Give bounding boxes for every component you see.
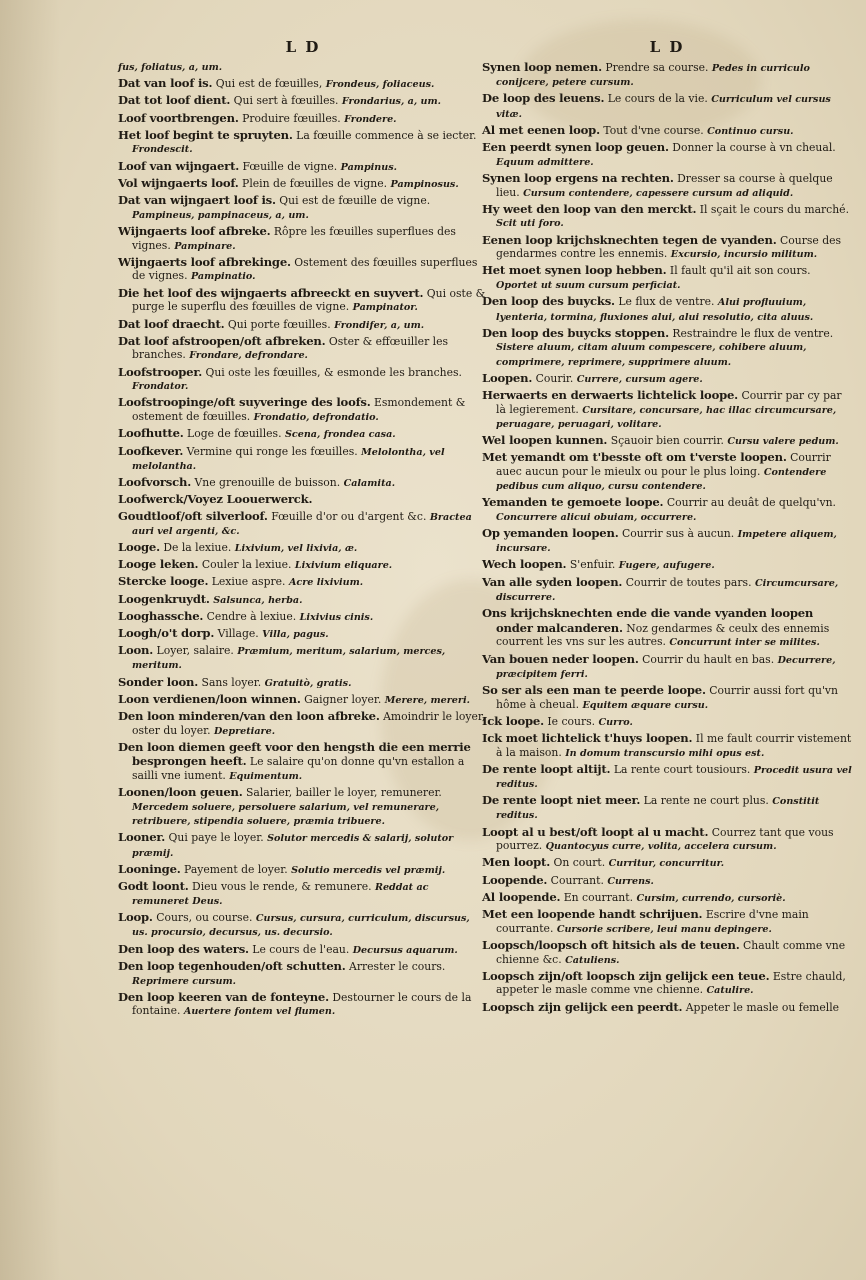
entry-headword: Ons krijchsknechten ende die vande vyanden loopen onder malcanderen. xyxy=(482,605,814,635)
entry-headword: Eenen loop krijchsknechten tegen de vyanden. xyxy=(482,232,777,247)
entry-french: Qui est de fœuille de vigne. xyxy=(275,193,431,207)
dictionary-entry xyxy=(482,91,852,120)
entry-latin: Decurrere, præcipitem ferri. xyxy=(496,654,836,680)
entry-french: Le cours de l'eau. xyxy=(248,942,353,956)
dictionary-entry xyxy=(482,123,852,138)
dictionary-entry xyxy=(482,890,852,905)
dictionary-entry xyxy=(482,606,852,650)
entry-headword: Stercke looge. xyxy=(118,574,209,589)
entry-headword: De loop des leuens. xyxy=(482,91,605,106)
entry-latin: Frondescit. xyxy=(132,144,193,156)
dictionary-entry xyxy=(482,1000,852,1015)
entry-latin: Frondifer, a, um. xyxy=(334,319,425,331)
entry-french: Destourner le cours de la fontaine. xyxy=(132,990,472,1018)
entry-french: Qui paye le loyer. xyxy=(165,831,268,845)
dictionary-entry xyxy=(118,444,488,473)
entry-latin: fus, foliatus, a, um. xyxy=(118,62,223,74)
dictionary-entry xyxy=(118,128,488,157)
entry-french: On court. xyxy=(550,856,609,870)
dictionary-entry xyxy=(118,224,488,253)
entry-latin: Currens. xyxy=(607,875,654,887)
entry-headword: Synen loop ergens na rechten. xyxy=(482,170,674,185)
entry-french: Tout d'vne course. xyxy=(599,123,708,137)
dictionary-entry xyxy=(118,159,488,174)
entry-french: Qui oste les fœuilles, & esmonde les branches. xyxy=(202,365,462,379)
entry-headword: Looninge. xyxy=(118,861,181,876)
entry-french: Qui porte fœuilles. xyxy=(224,317,335,331)
entry-headword: Loopende. xyxy=(482,872,548,887)
entry-latin: Scit uti foro. xyxy=(496,218,564,230)
entry-headword: De rente loopt niet meer. xyxy=(482,793,641,808)
dictionary-entry xyxy=(482,294,852,323)
entry-headword: Yemanden te gemoete loope. xyxy=(482,495,664,510)
entry-latin: Catulire. xyxy=(706,985,754,997)
entry-french: Ie cours. xyxy=(543,714,599,728)
entry-latin: Frondator. xyxy=(132,381,189,393)
dictionary-entry xyxy=(482,793,852,822)
entry-french: Restraindre le flux de ventre. xyxy=(668,326,834,340)
entry-latin: Concurrere alicui obuiam, occurrere. xyxy=(496,511,697,523)
entry-latin: Curriculum vel cursus vitæ. xyxy=(496,94,831,120)
dictionary-entry xyxy=(118,60,488,74)
entry-french: Le cours de la vie. xyxy=(604,92,712,106)
entry-french: Produire fœuilles. xyxy=(238,111,345,125)
dictionary-entry xyxy=(118,492,488,507)
entry-latin: Melolontha, vel melolantha. xyxy=(132,446,445,472)
dictionary-entry xyxy=(482,140,852,169)
entry-latin: Pampinus. xyxy=(340,161,397,173)
entry-french: Couler la lexiue. xyxy=(198,558,295,572)
entry-latin: Reprimere cursum. xyxy=(132,975,236,987)
entry-headword: Wijngaerts loof afbreke. xyxy=(118,223,271,238)
entry-french: Ostement des fœuilles superflues de vignes. xyxy=(132,255,478,283)
entry-french: Lexiue aspre. xyxy=(208,575,289,589)
entry-latin: Decursus aquarum. xyxy=(352,944,458,956)
entry-french: Il fault qu'il ait son cours. xyxy=(666,264,811,278)
entry-french: Salarier, bailler le loyer, remunerer. xyxy=(242,786,442,800)
dictionary-entry xyxy=(118,959,488,988)
entry-latin: Procedit usura vel reditus. xyxy=(496,764,852,791)
entry-french: Escrire d'vne main courrante. xyxy=(496,907,809,935)
entry-french: Village. xyxy=(214,626,263,640)
entry-french: Noz gendarmes & ceulx des ennemis courrent les vns sur les autres. xyxy=(496,621,830,649)
entry-french: La rente ne court plus. xyxy=(640,794,773,808)
entry-latin: Impetere aliquem, incursare. xyxy=(496,529,837,555)
dictionary-entry xyxy=(118,740,488,784)
entry-latin: In domum transcursio mihi opus est. xyxy=(565,747,765,759)
entry-headword: Wijngaerts loof afbrekinge. xyxy=(118,254,291,269)
right-column xyxy=(482,38,852,1016)
entry-headword: Het moet synen loop hebben. xyxy=(482,263,667,278)
entry-latin: Lixivium eliquare. xyxy=(294,560,393,572)
entry-latin: Bractea auri vel argenti, &c. xyxy=(132,511,472,537)
entry-latin: Pampinosus. xyxy=(390,178,459,190)
entry-latin: Pampinare. xyxy=(174,240,236,252)
right-entries xyxy=(482,60,852,1014)
entry-french: Il sçait le cours du marché. xyxy=(696,202,850,216)
entry-headword: Den loop tegenhouden/oft schutten. xyxy=(118,958,346,973)
dictionary-entry xyxy=(118,286,488,315)
entry-headword: Vol wijngaerts loof. xyxy=(118,175,239,190)
entry-headword: Het loof begint te spruyten. xyxy=(118,127,293,142)
entry-headword: Looge. xyxy=(118,540,160,555)
dictionary-entry xyxy=(482,171,852,200)
entry-latin: Currere, cursum agere. xyxy=(576,373,703,385)
entry-latin: Equimentum. xyxy=(229,771,303,783)
entry-french: Courrant. xyxy=(547,873,608,887)
entry-latin: Acre lixivium. xyxy=(288,577,364,589)
entry-latin: Cursum contendere, capessere cursum ad aliquid. xyxy=(523,187,794,199)
entry-french: Courrir sus à aucun. xyxy=(618,527,738,541)
entry-headword: Dat loof draecht. xyxy=(118,316,225,331)
entry-french: Oster & effœuiller les branches. xyxy=(132,334,449,362)
entry-french: Payement de loyer. xyxy=(180,862,292,876)
entry-french: Cours, ou course. xyxy=(152,911,256,925)
entry-latin: Pampinatio. xyxy=(190,271,256,283)
entry-headword: Sonder loon. xyxy=(118,674,199,689)
dictionary-entry xyxy=(118,643,488,672)
dictionary-entry xyxy=(482,326,852,369)
entry-french: En courrant. xyxy=(560,890,637,904)
entry-french: Sans loyer. xyxy=(198,675,265,689)
dictionary-entry xyxy=(118,785,488,828)
dictionary-entry xyxy=(482,557,852,572)
entry-latin: Auertere fontem vel flumen. xyxy=(183,1006,336,1018)
entry-french: Courrir du hault en bas. xyxy=(638,652,778,666)
entry-french: Courrir au deuât de quelqu'vn. xyxy=(663,496,836,510)
entry-headword: Met een loopende handt schrijuen. xyxy=(482,906,703,921)
entry-french: Appeter le masle ou femelle xyxy=(682,1000,840,1014)
entry-headword: Wech loopen. xyxy=(482,557,567,572)
entry-french: Courrir aussi fort qu'vn hôme à cheual. xyxy=(496,683,838,711)
entry-french: Arrester le cours. xyxy=(345,959,446,973)
dictionary-entry xyxy=(118,317,488,332)
entry-headword: Loonen/loon geuen. xyxy=(118,785,243,800)
entry-latin: Lixivius cinis. xyxy=(299,611,374,623)
entry-headword: Van bouen neder loopen. xyxy=(482,651,639,666)
dictionary-entry xyxy=(482,855,852,870)
dictionary-entry xyxy=(118,176,488,191)
entry-latin: Oportet ut suum cursum perficiat. xyxy=(496,280,681,292)
entry-headword: Loofkever. xyxy=(118,443,184,458)
entry-latin: Pedes in curriculo conijcere, petere cursum. xyxy=(496,63,810,89)
left-entries xyxy=(118,60,488,1019)
entry-french: De la lexiue. xyxy=(159,541,235,555)
entry-french: Le salaire qu'on donne qu'vn estallon a sailli vne iument. xyxy=(132,755,465,783)
entry-headword: Loopsch zijn gelijck een peerdt. xyxy=(482,999,683,1014)
left-column xyxy=(118,38,488,1021)
entry-latin: Cursim, currendo, cursoriè. xyxy=(636,892,786,904)
entry-latin: Frondatio, defrondatio. xyxy=(253,412,379,424)
entry-french: Fœuille de vigne. xyxy=(239,159,341,173)
dictionary-entry xyxy=(118,830,488,859)
entry-headword: Loopt al u best/oft loopt al u macht. xyxy=(482,824,709,839)
entry-latin: Cursus, cursura, curriculum, discursus, us. procursio, decursus, us. decursio. xyxy=(132,913,470,939)
entry-headword: Loogenkruydt. xyxy=(118,591,210,606)
entry-headword: Ick moet lichtelick t'huys loopen. xyxy=(482,731,693,745)
dictionary-entry xyxy=(118,93,488,108)
entry-french: Vermine qui ronge les fœuilles. xyxy=(183,444,362,458)
entry-headword: Loof van wijngaert. xyxy=(118,158,240,173)
entry-headword: Den loon minderen/van den loon afbreke. xyxy=(118,708,380,723)
entry-latin: Frondarius, a, um. xyxy=(341,96,442,108)
entry-headword: Wel loopen kunnen. xyxy=(482,433,608,447)
entry-french: La rente court tousiours. xyxy=(610,762,754,776)
entry-latin: Catuliens. xyxy=(565,954,620,966)
entry-french: Esmondement & ostement de fœuilles. xyxy=(132,396,466,424)
entry-latin: Cursitare, concursare, hac illac circumcursare, peruagare, peruagari, volitare. xyxy=(496,404,837,430)
dictionary-entry xyxy=(482,450,852,493)
entry-headword: Loopen. xyxy=(482,370,533,385)
entry-french: Dieu vous le rende, & remunere. xyxy=(188,879,375,893)
entry-headword: Den loop des buycks stoppen. xyxy=(482,325,669,340)
entry-french: Il me fault courrir vistement à la maison. xyxy=(496,732,852,759)
entry-french: Qui est de fœuilles, xyxy=(212,77,326,91)
entry-headword: Looner. xyxy=(118,830,166,845)
entry-latin: Pampinator. xyxy=(352,302,418,314)
entry-latin: Circumcursare, discurrere. xyxy=(496,577,839,603)
dictionary-entry xyxy=(118,942,488,957)
dictionary-entry xyxy=(482,388,852,431)
entry-latin: Scena, frondea casa. xyxy=(284,429,396,441)
entry-french: Courir. xyxy=(532,371,577,385)
entry-french: La fœuille commence à se iecter. xyxy=(292,128,477,142)
dictionary-entry xyxy=(118,910,488,939)
entry-latin: Curritur, concurritur. xyxy=(608,858,725,870)
entry-latin: Constitit reditus. xyxy=(496,796,820,822)
entry-headword: Looghassche. xyxy=(118,608,204,623)
entry-french: Dresser sa course à quelque lieu. xyxy=(496,171,833,199)
running-header-right: L D xyxy=(649,38,685,56)
entry-latin: Gratuitò, gratis. xyxy=(264,677,352,689)
entry-latin: Mercedem soluere, persoluere salarium, vel remunerare, retribuere, stipendia soluere, præmia tribuere. xyxy=(132,802,440,828)
dictionary-entry xyxy=(482,433,852,448)
dictionary-entry xyxy=(482,907,852,936)
entry-french: Courrir par cy par là legierement. xyxy=(496,388,842,416)
entry-french: Course des gendarmes contre les ennemis. xyxy=(496,233,842,261)
entry-french: S'enfuir. xyxy=(566,558,619,572)
entry-headword: Goudtloof/oft silverloof. xyxy=(118,508,268,523)
entry-headword: Een peerdt synen loop geuen. xyxy=(482,139,669,154)
dictionary-entry xyxy=(118,709,488,738)
entry-french: Loyer, salaire. xyxy=(153,644,238,658)
dictionary-entry xyxy=(482,652,852,681)
entry-latin: Lixivium, vel lixivia, æ. xyxy=(234,543,358,555)
entry-latin: Cursu valere pedum. xyxy=(727,436,839,447)
dictionary-entry xyxy=(118,334,488,363)
entry-headword: Loofvorsch. xyxy=(118,474,192,489)
entry-french: Courrez tant que vous pourrez. xyxy=(496,825,834,853)
entry-headword: Op yemanden loopen. xyxy=(482,526,619,541)
dictionary-entry xyxy=(482,526,852,555)
entry-latin: Cursorie scribere, leui manu depingere. xyxy=(556,923,772,935)
entry-latin: Salsunca, herba. xyxy=(213,594,303,606)
entry-headword: Met yemandt om t'besste oft om t'verste loopen. xyxy=(482,450,787,465)
dictionary-entry xyxy=(118,574,488,589)
entry-latin: Equitem æquare cursu. xyxy=(582,699,709,711)
dictionary-entry xyxy=(118,609,488,624)
entry-latin: Frondare, defrondare. xyxy=(189,350,308,362)
dictionary-entry xyxy=(482,60,852,89)
entry-latin: Frondere. xyxy=(344,113,397,125)
entry-headword: Ick loope. xyxy=(482,713,544,728)
entry-latin: Equum admittere. xyxy=(496,156,594,168)
entry-headword: Den loop des buycks. xyxy=(482,294,615,309)
entry-french: Qui oste & purge le superflu des fœuilles de vigne. xyxy=(132,286,486,314)
entry-latin: Solutio mercedis vel præmij. xyxy=(291,864,446,876)
entry-headword: Dat van wijngaert loof is. xyxy=(118,192,276,207)
entry-french: Prendre sa course. xyxy=(601,61,712,75)
dictionary-entry xyxy=(118,193,488,222)
entry-headword: Den loop keeren van de fonteyne. xyxy=(118,989,329,1004)
dictionary-entry xyxy=(118,879,488,908)
dictionary-entry xyxy=(118,692,488,707)
entry-headword: Loop. xyxy=(118,910,153,925)
entry-headword: Al met eenen loop. xyxy=(482,122,600,137)
entry-headword: Loopsch/loopsch oft hitsich als de teuen. xyxy=(482,937,740,952)
entry-headword: Den loop des waters. xyxy=(118,941,249,956)
entry-french: Cendre à lexiue. xyxy=(203,609,300,623)
entry-headword: Loofwerck/Voyez Loouerwerck. xyxy=(118,492,313,507)
entry-french: Sçauoir bien courrir. xyxy=(607,434,728,447)
entry-headword: Loopsch zijn/oft loopsch zijn gelijck een teue. xyxy=(482,968,770,983)
dictionary-entry xyxy=(118,990,488,1019)
dictionary-entry xyxy=(118,111,488,126)
dictionary-entry xyxy=(118,395,488,424)
dictionary-entry xyxy=(118,475,488,490)
dictionary-entry xyxy=(118,426,488,441)
dictionary-entry xyxy=(118,675,488,690)
entry-french: Courrir de toutes pars. xyxy=(622,575,755,589)
entry-latin: Excursio, incursio militum. xyxy=(670,249,818,261)
dictionary-entry xyxy=(118,592,488,607)
running-header-left: L D xyxy=(285,38,321,56)
dictionary-entry xyxy=(482,263,852,292)
dictionary-entry xyxy=(482,969,852,998)
entry-latin: Sistere aluum, citam aluum compescere, cohibere aluum, comprimere, reprimere, supprimere aluum. xyxy=(496,342,807,368)
dictionary-entry xyxy=(118,365,488,394)
dictionary-entry xyxy=(482,762,852,791)
dictionary-entry xyxy=(118,626,488,641)
entry-french: Fœuille d'or ou d'argent &c. xyxy=(267,509,430,523)
entry-french: Donner la course à vn cheual. xyxy=(668,140,836,154)
entry-latin: Pampineus, pampinaceus, a, um. xyxy=(132,209,309,221)
entry-headword: So ser als een man te peerde loope. xyxy=(482,682,706,697)
entry-latin: Frondeus, foliaceus. xyxy=(325,79,435,91)
dictionary-entry xyxy=(482,371,852,386)
entry-headword: Herwaerts en derwaerts lichtelick loope. xyxy=(482,387,739,402)
entry-headword: Dat tot loof dient. xyxy=(118,93,231,108)
dictionary-entry xyxy=(118,557,488,572)
entry-latin: Calamita. xyxy=(343,477,396,489)
entry-latin: Fugere, aufugere. xyxy=(618,560,715,572)
entry-headword: Den loon diemen geeft voor den hengsth die een merrie besprongen heeft. xyxy=(118,739,471,769)
dictionary-entry xyxy=(118,255,488,284)
dictionary-entry xyxy=(482,683,852,712)
entry-headword: Dat loof afstroopen/oft afbreken. xyxy=(118,333,326,348)
entry-latin: Quantocyus curre, volita, accelera cursum. xyxy=(545,841,777,853)
entry-headword: Die het loof des wijngaerts afbreeckt en suyvert. xyxy=(118,285,424,300)
entry-headword: Synen loop nemen. xyxy=(482,60,602,75)
entry-french: Vne grenouille de buisson. xyxy=(191,475,344,489)
dictionary-entry xyxy=(482,495,852,524)
entry-latin: Reddat ac remuneret Deus. xyxy=(132,881,429,908)
entry-french: Le flux de ventre. xyxy=(614,295,718,309)
entry-headword: Godt loont. xyxy=(118,878,189,893)
entry-latin: Curro. xyxy=(598,716,633,728)
entry-headword: Hy weet den loop van den merckt. xyxy=(482,201,697,216)
entry-french: Loge de fœuilles. xyxy=(183,427,285,441)
entry-headword: Dat van loof is. xyxy=(118,76,213,91)
entry-french: Rôpre les fœuilles superflues des vignes. xyxy=(132,224,456,252)
entry-headword: Loofhutte. xyxy=(118,426,184,441)
entry-headword: Van alle syden loopen. xyxy=(482,574,623,589)
entry-latin: Continuo cursu. xyxy=(707,125,794,137)
entry-headword: Loon verdienen/loon winnen. xyxy=(118,691,301,706)
entry-french: Chault comme vne chienne &c. xyxy=(496,938,846,966)
dictionary-entry xyxy=(118,509,488,538)
entry-headword: Loof voortbrengen. xyxy=(118,110,239,125)
entry-latin: Depretiare. xyxy=(213,725,276,737)
entry-headword: Al loopende. xyxy=(482,889,561,904)
dictionary-entry xyxy=(118,862,488,877)
entry-latin: Alui profluuium, lyenteria, tormina, fluxiones alui, alui resolutio, cita aluus. xyxy=(496,297,814,323)
entry-french: Courrir auec aucun pour le mieulx ou pour le plus loing. xyxy=(496,451,831,478)
entry-headword: Loofstroopinge/oft suyveringe des loofs. xyxy=(118,395,371,410)
entry-latin: Concurrunt inter se milites. xyxy=(669,637,820,649)
dictionary-entry xyxy=(482,873,852,888)
entry-headword: De rente loopt altijt. xyxy=(482,761,611,776)
entry-headword: Looge leken. xyxy=(118,557,199,572)
dictionary-entry xyxy=(482,731,852,760)
page-gutter-shadow xyxy=(0,0,60,1280)
dictionary-entry xyxy=(482,233,852,262)
dictionary-entry xyxy=(482,202,852,231)
entry-french: Qui sert à fœuilles. xyxy=(230,94,342,108)
entry-latin: Præmium, meritum, salarium, merces, meritum. xyxy=(132,646,446,672)
entry-french: Amoindrir le loyer, oster du loyer. xyxy=(132,709,486,737)
entry-latin: Villa, pagus. xyxy=(262,628,329,640)
entry-latin: Solutor mercedis & salarij, solutor præmij. xyxy=(132,833,454,859)
entry-french: Plein de fœuilles de vigne. xyxy=(238,176,391,190)
dictionary-entry xyxy=(482,825,852,854)
dictionary-entry xyxy=(118,76,488,91)
dictionary-entry xyxy=(118,540,488,555)
dictionary-entry xyxy=(482,575,852,604)
dictionary-entry xyxy=(482,714,852,729)
entry-french: Estre chauld, appeter le masle comme vne chienne. xyxy=(496,969,846,997)
entry-headword: Loogh/o't dorp. xyxy=(118,625,215,640)
entry-headword: Loofstrooper. xyxy=(118,364,203,379)
entry-headword: Men loopt. xyxy=(482,855,551,870)
entry-headword: Loon. xyxy=(118,643,154,658)
entry-french: Gaigner loyer. xyxy=(300,692,385,706)
entry-latin: Merere, mereri. xyxy=(384,694,470,706)
entry-latin: Contendere pedibus cum aliquo, cursu contendere. xyxy=(496,466,827,493)
dictionary-entry xyxy=(482,938,852,967)
